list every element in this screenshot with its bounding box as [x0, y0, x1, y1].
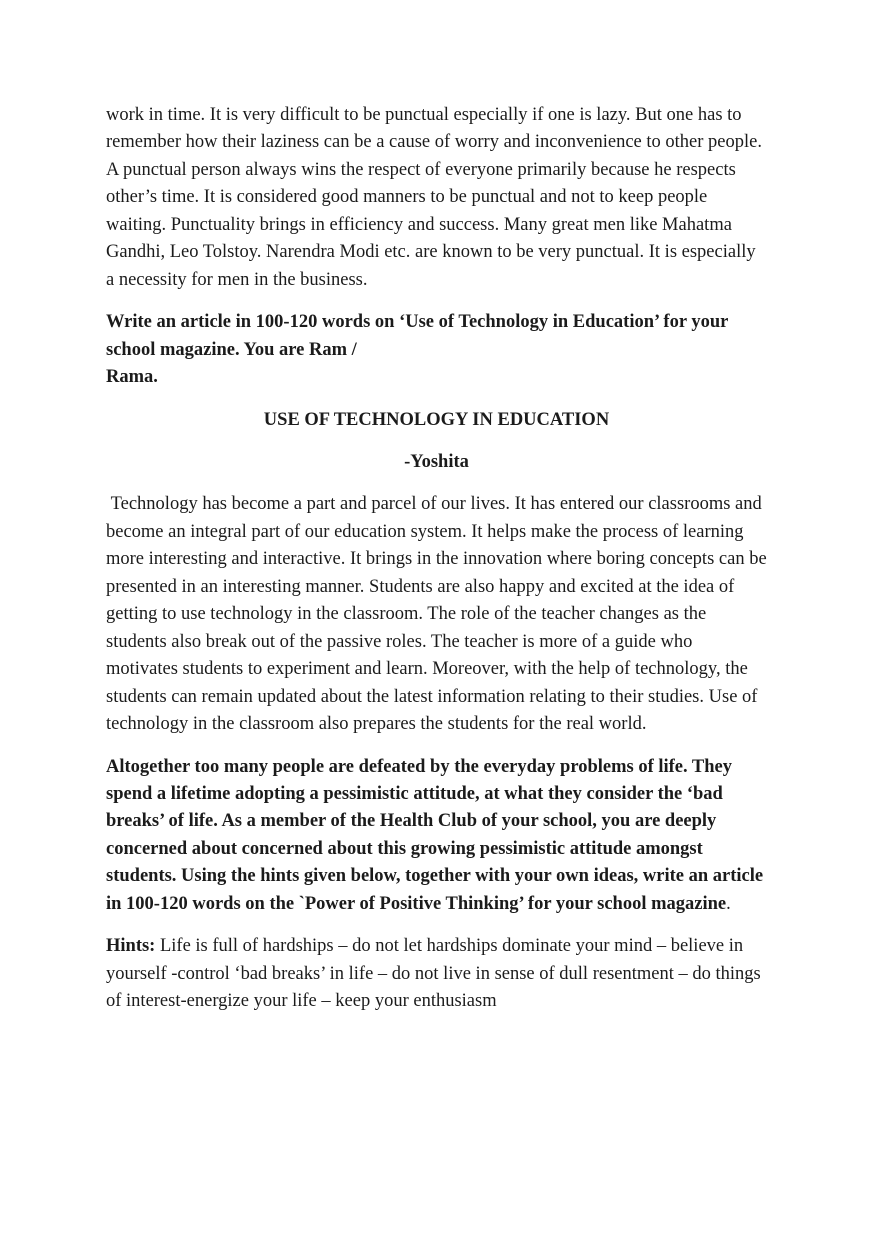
article-byline: -Yoshita	[404, 451, 469, 472]
task-positive-thinking-period: .	[726, 893, 731, 914]
paragraph-hints	[106, 933, 767, 1015]
task-positive-thinking	[106, 754, 767, 919]
article-title: USE OF TECHNOLOGY IN EDUCATION	[263, 409, 610, 430]
hints-text: Life is full of hardships – do not let hardships dominate your mind – believe in yourself -control ‘bad breaks’ in life – do not live in sense of dull resentment – do things of interest-energize your life – keep your enthusiasm	[106, 936, 761, 1012]
paragraph-technology-article: Technology has become a part and parcel of our lives. It has entered our classrooms and become an integral part of our education system. It helps make the process of learning more interesting and interactive. It brings in the innovation where boring concepts can be presented in an interesting manner. Students are also happy and excited at the idea of getting to use technology in the classroom. The role of the teacher changes as the students also break out of the passive roles. The teacher is more of a guide who motivates students to experiment and learn. Moreover, with the help of technology, the students can remain updated about the latest information relating to their studies. Use of technology in the classroom also prepares the students for the real world.	[106, 494, 767, 735]
task-technology-line2: Rama.	[106, 367, 158, 388]
task-technology-article	[106, 309, 767, 391]
task-positive-thinking-text: Altogether too many people are defeated by the everyday problems of life. They spend a lifetime adopting a pessimistic attitude, at what they consider the ‘bad breaks’ of life. As a member of the Health Club of your school, you are deeply concerned about concerned about this growing pessimistic attitude amongst students. Using the hints given below, together with your own ideas, write an article in 100-120 words on the `Power of Positive Thinking’ for your school magazine	[106, 756, 764, 914]
document-content	[106, 102, 767, 1031]
task-technology-line1: Write an article in 100-120 words on ‘Use of Technology in Education’ for your school magazine. You are Ram /	[106, 312, 728, 360]
hints-label: Hints:	[106, 936, 156, 957]
paragraph-punctuality: work in time. It is very difficult to be punctual especially if one is lazy. But one has to remember how their laziness can be a cause of worry and inconvenience to other people. A punctual person always wins the respect of everyone primarily because he respects other’s time. It is considered good manners to be punctual and not to keep people waiting. Punctuality brings in efficiency and success. Many great men like Mahatma Gandhi, Leo Tolstoy. Narendra Modi etc. are known to be very punctual. It is especially a necessity for men in the business.	[106, 105, 762, 290]
